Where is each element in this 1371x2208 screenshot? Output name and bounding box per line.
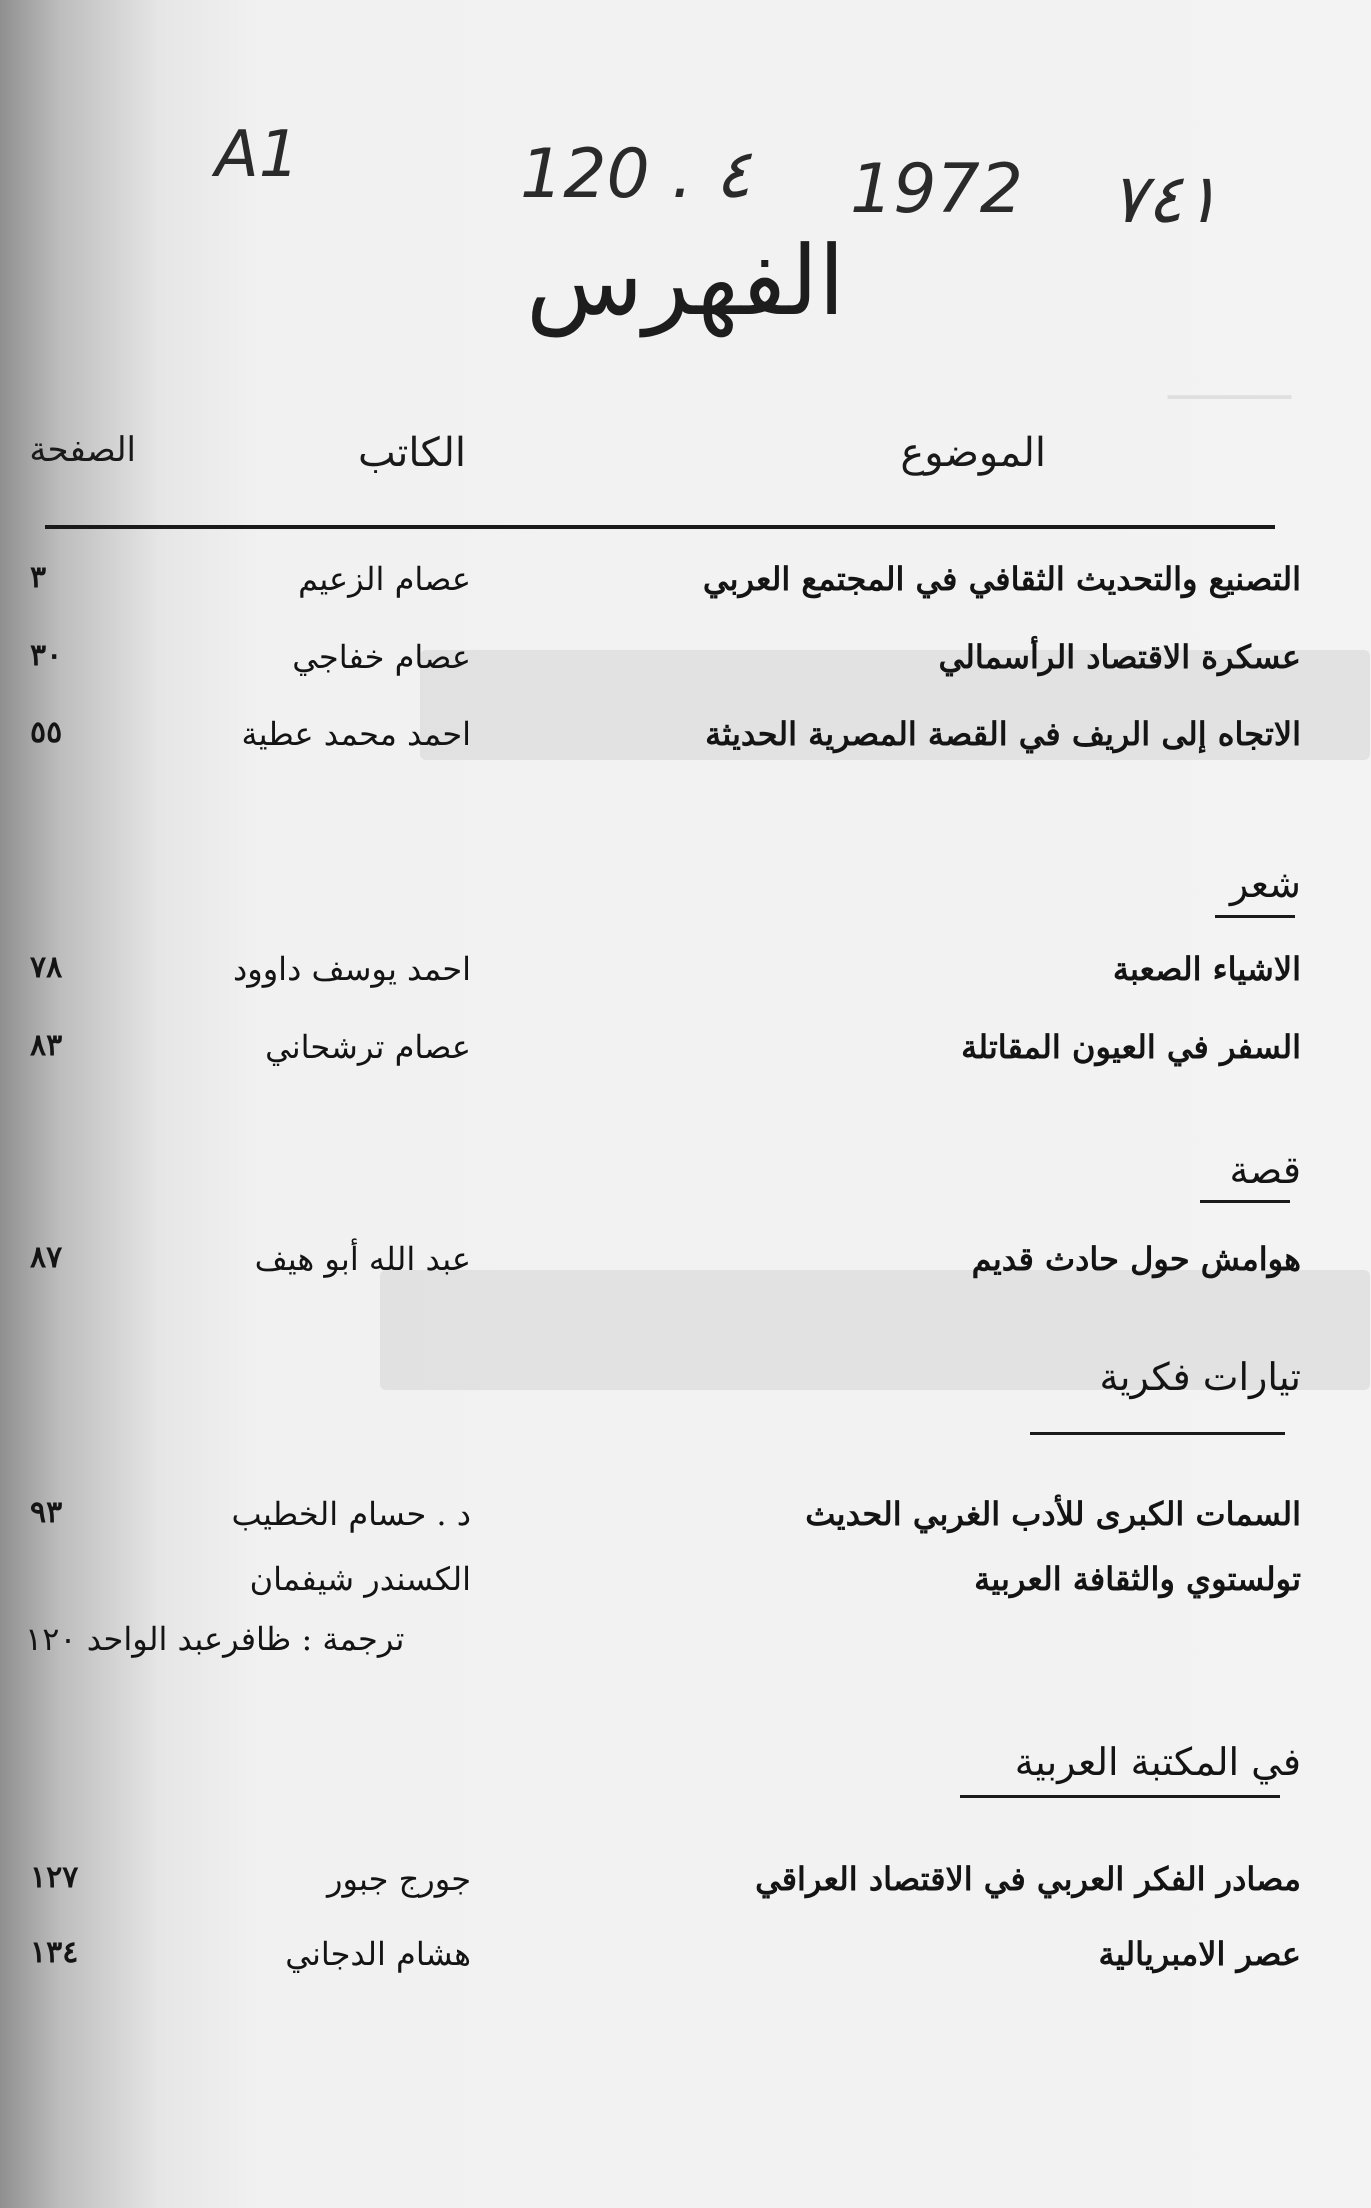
handwritten-note-year: 1972 <box>850 150 1024 229</box>
toc-topic: تولستوي والثقافة العربية <box>974 1560 1301 1598</box>
toc-topic: عسكرة الاقتصاد الرأسمالي <box>938 638 1301 676</box>
column-header-topic: الموضوع <box>900 430 1046 476</box>
section-heading-poetry: شعر <box>1229 862 1301 906</box>
toc-topic: السمات الكبرى للأدب الغربي الحديث <box>805 1495 1301 1533</box>
translator-line: ترجمة : ظافرعبد الواحد ١٢٠ <box>25 1620 405 1658</box>
section-rule <box>1215 915 1295 918</box>
section-heading-story: قصة <box>1229 1148 1301 1192</box>
toc-page: ١٢٧ <box>30 1860 79 1895</box>
toc-row <box>0 1028 1371 1088</box>
toc-row <box>0 715 1371 775</box>
show-through-text: ــــــــــ <box>1167 360 1291 409</box>
toc-author: عصام ترشحاني <box>265 1028 471 1066</box>
toc-row <box>0 1860 1371 1920</box>
handwritten-note-left: A1 <box>215 118 300 192</box>
toc-row <box>0 560 1371 620</box>
toc-page: ٣٠ <box>30 638 63 673</box>
toc-topic: عصر الامبريالية <box>1098 1935 1301 1973</box>
toc-page: ٧٨ <box>30 950 63 985</box>
toc-row <box>0 638 1371 698</box>
toc-author: عبد الله أبو هيف <box>254 1240 471 1278</box>
section-heading-currents: تيارات فكرية <box>1099 1355 1301 1399</box>
toc-author: احمد يوسف داوود <box>233 950 471 988</box>
toc-page: ٨٧ <box>30 1240 63 1275</box>
toc-row <box>0 1560 1371 1620</box>
column-header-author: الكاتب <box>358 430 466 476</box>
toc-author: د . حسام الخطيب <box>231 1495 471 1533</box>
handwritten-note-right: ٧٤١ <box>1110 160 1220 239</box>
toc-author: هشام الدجاني <box>285 1935 471 1973</box>
toc-author: عصام خفاجي <box>292 638 471 676</box>
toc-topic: الاتجاه إلى الريف في القصة المصرية الحديثة <box>705 715 1301 753</box>
section-heading-library: في المكتبة العربية <box>1014 1740 1301 1784</box>
header-rule <box>45 525 1275 529</box>
toc-topic: التصنيع والتحديث الثقافي في المجتمع العربي <box>702 560 1301 598</box>
toc-author: عصام الزعيم <box>298 560 471 598</box>
toc-row <box>0 1495 1371 1555</box>
toc-author: جورج جبور <box>326 1860 471 1898</box>
section-rule <box>960 1795 1280 1798</box>
toc-row <box>0 950 1371 1010</box>
toc-author: احمد محمد عطية <box>241 715 471 753</box>
toc-topic: الاشياء الصعبة <box>1112 950 1301 988</box>
toc-page: ٥٥ <box>30 715 63 750</box>
column-header-page: الصفحة <box>29 430 136 470</box>
toc-page: ١٣٤ <box>30 1935 79 1970</box>
handwritten-note-number: 120 . ٤ <box>520 135 752 214</box>
toc-row <box>0 1240 1371 1300</box>
toc-page: ٣ <box>30 560 47 595</box>
toc-topic: السفر في العيون المقاتلة <box>961 1028 1301 1066</box>
page-title: الفهرس <box>526 225 845 337</box>
toc-topic: هوامش حول حادث قديم <box>971 1240 1301 1278</box>
toc-page: ٨٣ <box>30 1028 63 1063</box>
toc-row <box>0 1935 1371 1995</box>
toc-author: الكسندر شيفمان <box>249 1560 471 1598</box>
toc-page: ٩٣ <box>30 1495 63 1530</box>
section-rule <box>1030 1432 1285 1435</box>
section-rule <box>1200 1200 1290 1203</box>
toc-topic: مصادر الفكر العربي في الاقتصاد العراقي <box>755 1860 1301 1898</box>
